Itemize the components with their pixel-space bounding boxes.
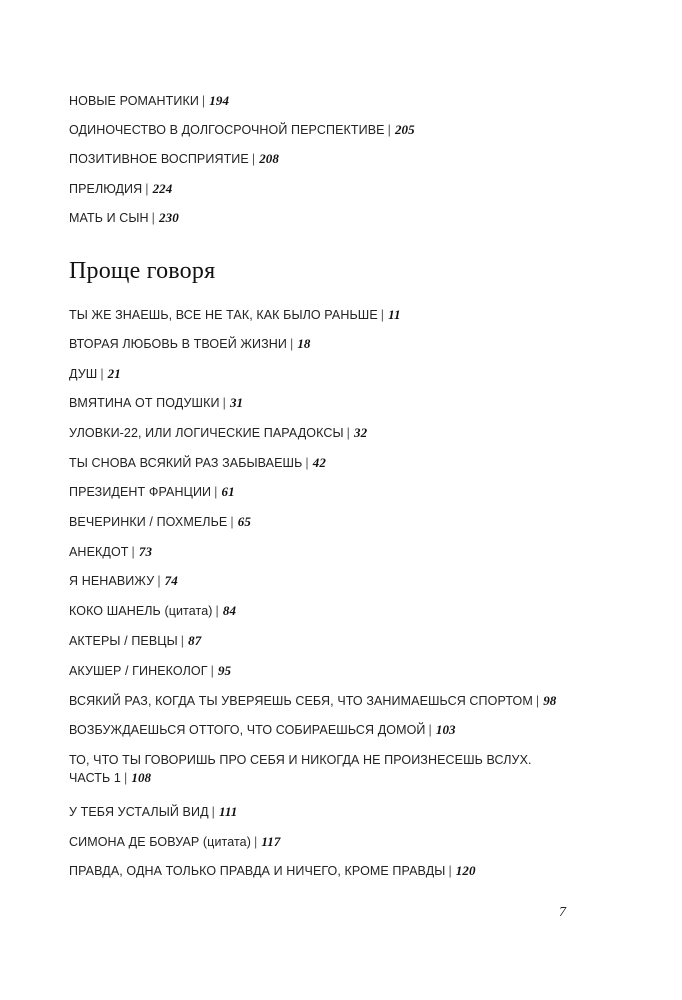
toc-separator: | — [535, 694, 540, 708]
toc-page-number: 117 — [261, 834, 281, 849]
toc-entry — [69, 394, 629, 412]
toc-entry-title: СИМОНА ДЕ БОВУАР (цитата) — [69, 835, 251, 849]
toc-entry — [69, 454, 629, 472]
toc-page-number: 111 — [219, 804, 238, 819]
toc-entry-title: ОДИНОЧЕСТВО В ДОЛГОСРОЧНОЙ ПЕРСПЕКТИВЕ — [69, 123, 385, 137]
toc-page-number: 108 — [131, 770, 152, 785]
toc-entry-multiline — [69, 751, 629, 787]
toc-separator: | — [380, 308, 385, 322]
toc-entry — [69, 209, 629, 227]
toc-entry-title: УЛОВКИ-22, ИЛИ ЛОГИЧЕСКИЕ ПАРАДОКСЫ — [69, 426, 344, 440]
toc-page-number: 18 — [297, 336, 311, 351]
toc-page-number: 87 — [188, 633, 202, 648]
toc-page-number: 103 — [435, 722, 456, 737]
toc-entry-title: ВМЯТИНА ОТ ПОДУШКИ — [69, 396, 220, 410]
toc-entry — [69, 602, 629, 620]
toc-entry-title: АНЕКДОТ — [69, 545, 129, 559]
toc-page-number: 42 — [312, 455, 326, 470]
toc-entry-title: ПОЗИТИВНОЕ ВОСПРИЯТИЕ — [69, 152, 249, 166]
toc-entry-title: АКУШЕР / ГИНЕКОЛОГ — [69, 664, 208, 678]
toc-separator: | — [428, 723, 432, 737]
section-title: Проще говоря — [69, 258, 216, 284]
page-number: 7 — [559, 905, 566, 920]
toc-entry-title: МАТЬ И СЫН — [69, 211, 149, 225]
toc-entry-title: ТО, ЧТО ТЫ ГОВОРИШЬ ПРО СЕБЯ И НИКОГДА НЕ ПРОИЗНЕСЕШЬ ВСЛУХ. — [69, 753, 532, 767]
toc-separator: | — [157, 574, 161, 588]
toc-entry-title-line2: ЧАСТЬ 1 — [69, 771, 121, 785]
toc-entry — [69, 180, 629, 198]
toc-entry — [69, 662, 629, 680]
toc-entry-title: КОКО ШАНЕЛЬ (цитата) — [69, 604, 213, 618]
toc-entry-title: ДУШ — [69, 367, 98, 381]
toc-page-number: 224 — [152, 181, 173, 196]
toc-entry — [69, 632, 629, 650]
toc-page-number: 205 — [394, 122, 415, 137]
toc-entry — [69, 833, 629, 851]
toc-page-number: 84 — [222, 603, 237, 618]
toc-entry — [69, 121, 629, 139]
toc-entry — [69, 572, 629, 590]
toc-entry — [69, 692, 629, 710]
toc-entry-title: ПРЕЗИДЕНТ ФРАНЦИИ — [69, 485, 212, 499]
toc-separator: | — [210, 664, 214, 678]
toc-page-number: 194 — [209, 93, 230, 108]
toc-separator: | — [289, 337, 294, 351]
toc-entry — [69, 543, 629, 561]
toc-entry — [69, 150, 629, 168]
toc-separator: | — [346, 426, 351, 440]
toc-entry-title: ВСЯКИЙ РАЗ, КОГДА ТЫ УВЕРЯЕШЬ СЕБЯ, ЧТО ЗАНИМАЕШЬСЯ СПОРТОМ — [69, 694, 533, 708]
toc-separator: | — [180, 634, 185, 648]
toc-entry — [69, 335, 629, 353]
toc-separator: | — [201, 94, 206, 108]
toc-separator: | — [211, 805, 216, 819]
toc-entry — [69, 483, 629, 501]
toc-entry — [69, 803, 629, 821]
toc-entry — [69, 513, 629, 531]
toc-page-number: 208 — [259, 151, 279, 166]
toc-separator: | — [145, 182, 149, 196]
toc-separator: | — [131, 545, 135, 559]
toc-separator: | — [230, 515, 234, 529]
toc-entry-title: ПРАВДА, ОДНА ТОЛЬКО ПРАВДА И НИЧЕГО, КРОМЕ ПРАВДЫ — [69, 864, 446, 878]
toc-separator: | — [222, 396, 226, 410]
toc-separator: | — [123, 771, 128, 785]
toc-entry-title: ПРЕЛЮДИЯ — [69, 182, 143, 196]
toc-entry — [69, 365, 629, 383]
toc-separator: | — [151, 211, 156, 225]
toc-separator: | — [215, 604, 219, 618]
toc-page-number: 61 — [221, 484, 235, 499]
toc-separator: | — [100, 367, 104, 381]
toc-entry-title: НОВЫЕ РОМАНТИКИ — [69, 94, 199, 108]
toc-separator: | — [251, 152, 256, 166]
toc-entry-title: АКТЕРЫ / ПЕВЦЫ — [69, 634, 178, 648]
toc-entry-title: ВТОРАЯ ЛЮБОВЬ В ТВОЕЙ ЖИЗНИ — [69, 337, 287, 351]
toc-page-number: 230 — [159, 210, 179, 225]
toc-page-number: 98 — [543, 693, 557, 708]
toc-page-number: 65 — [237, 514, 251, 529]
toc-entry-title: ТЫ ЖЕ ЗНАЕШЬ, ВСЕ НЕ ТАК, КАК БЫЛО РАНЬШЕ — [69, 308, 378, 322]
toc-separator: | — [387, 123, 391, 137]
toc-page-number: 74 — [164, 573, 178, 588]
toc-entry-title: У ТЕБЯ УСТАЛЫЙ ВИД — [69, 805, 209, 819]
toc-separator: | — [214, 485, 218, 499]
toc-separator: | — [305, 456, 309, 470]
toc-entry — [69, 306, 629, 324]
toc-entry — [69, 862, 629, 880]
toc-separator: | — [448, 864, 452, 878]
toc-entry-title: Я НЕНАВИЖУ — [69, 574, 155, 588]
toc-entry — [69, 92, 629, 110]
toc-page-number: 95 — [217, 663, 232, 678]
toc-entry-title: ВЕЧЕРИНКИ / ПОХМЕЛЬЕ — [69, 515, 228, 529]
toc-page-number: 120 — [455, 863, 476, 878]
toc-page-number: 31 — [229, 395, 244, 410]
toc-entry-title: ВОЗБУЖДАЕШЬСЯ ОТТОГО, ЧТО СОБИРАЕШЬСЯ ДОМОЙ — [69, 723, 426, 737]
toc-page-number: 11 — [388, 307, 401, 322]
toc-page-number: 73 — [138, 544, 153, 559]
toc-separator: | — [254, 835, 258, 849]
toc-entry-title: ТЫ СНОВА ВСЯКИЙ РАЗ ЗАБЫВАЕШЬ — [69, 456, 303, 470]
toc-entry — [69, 424, 629, 442]
toc-entry — [69, 721, 629, 739]
toc-page-number: 32 — [354, 425, 368, 440]
toc-page-number: 21 — [107, 366, 121, 381]
